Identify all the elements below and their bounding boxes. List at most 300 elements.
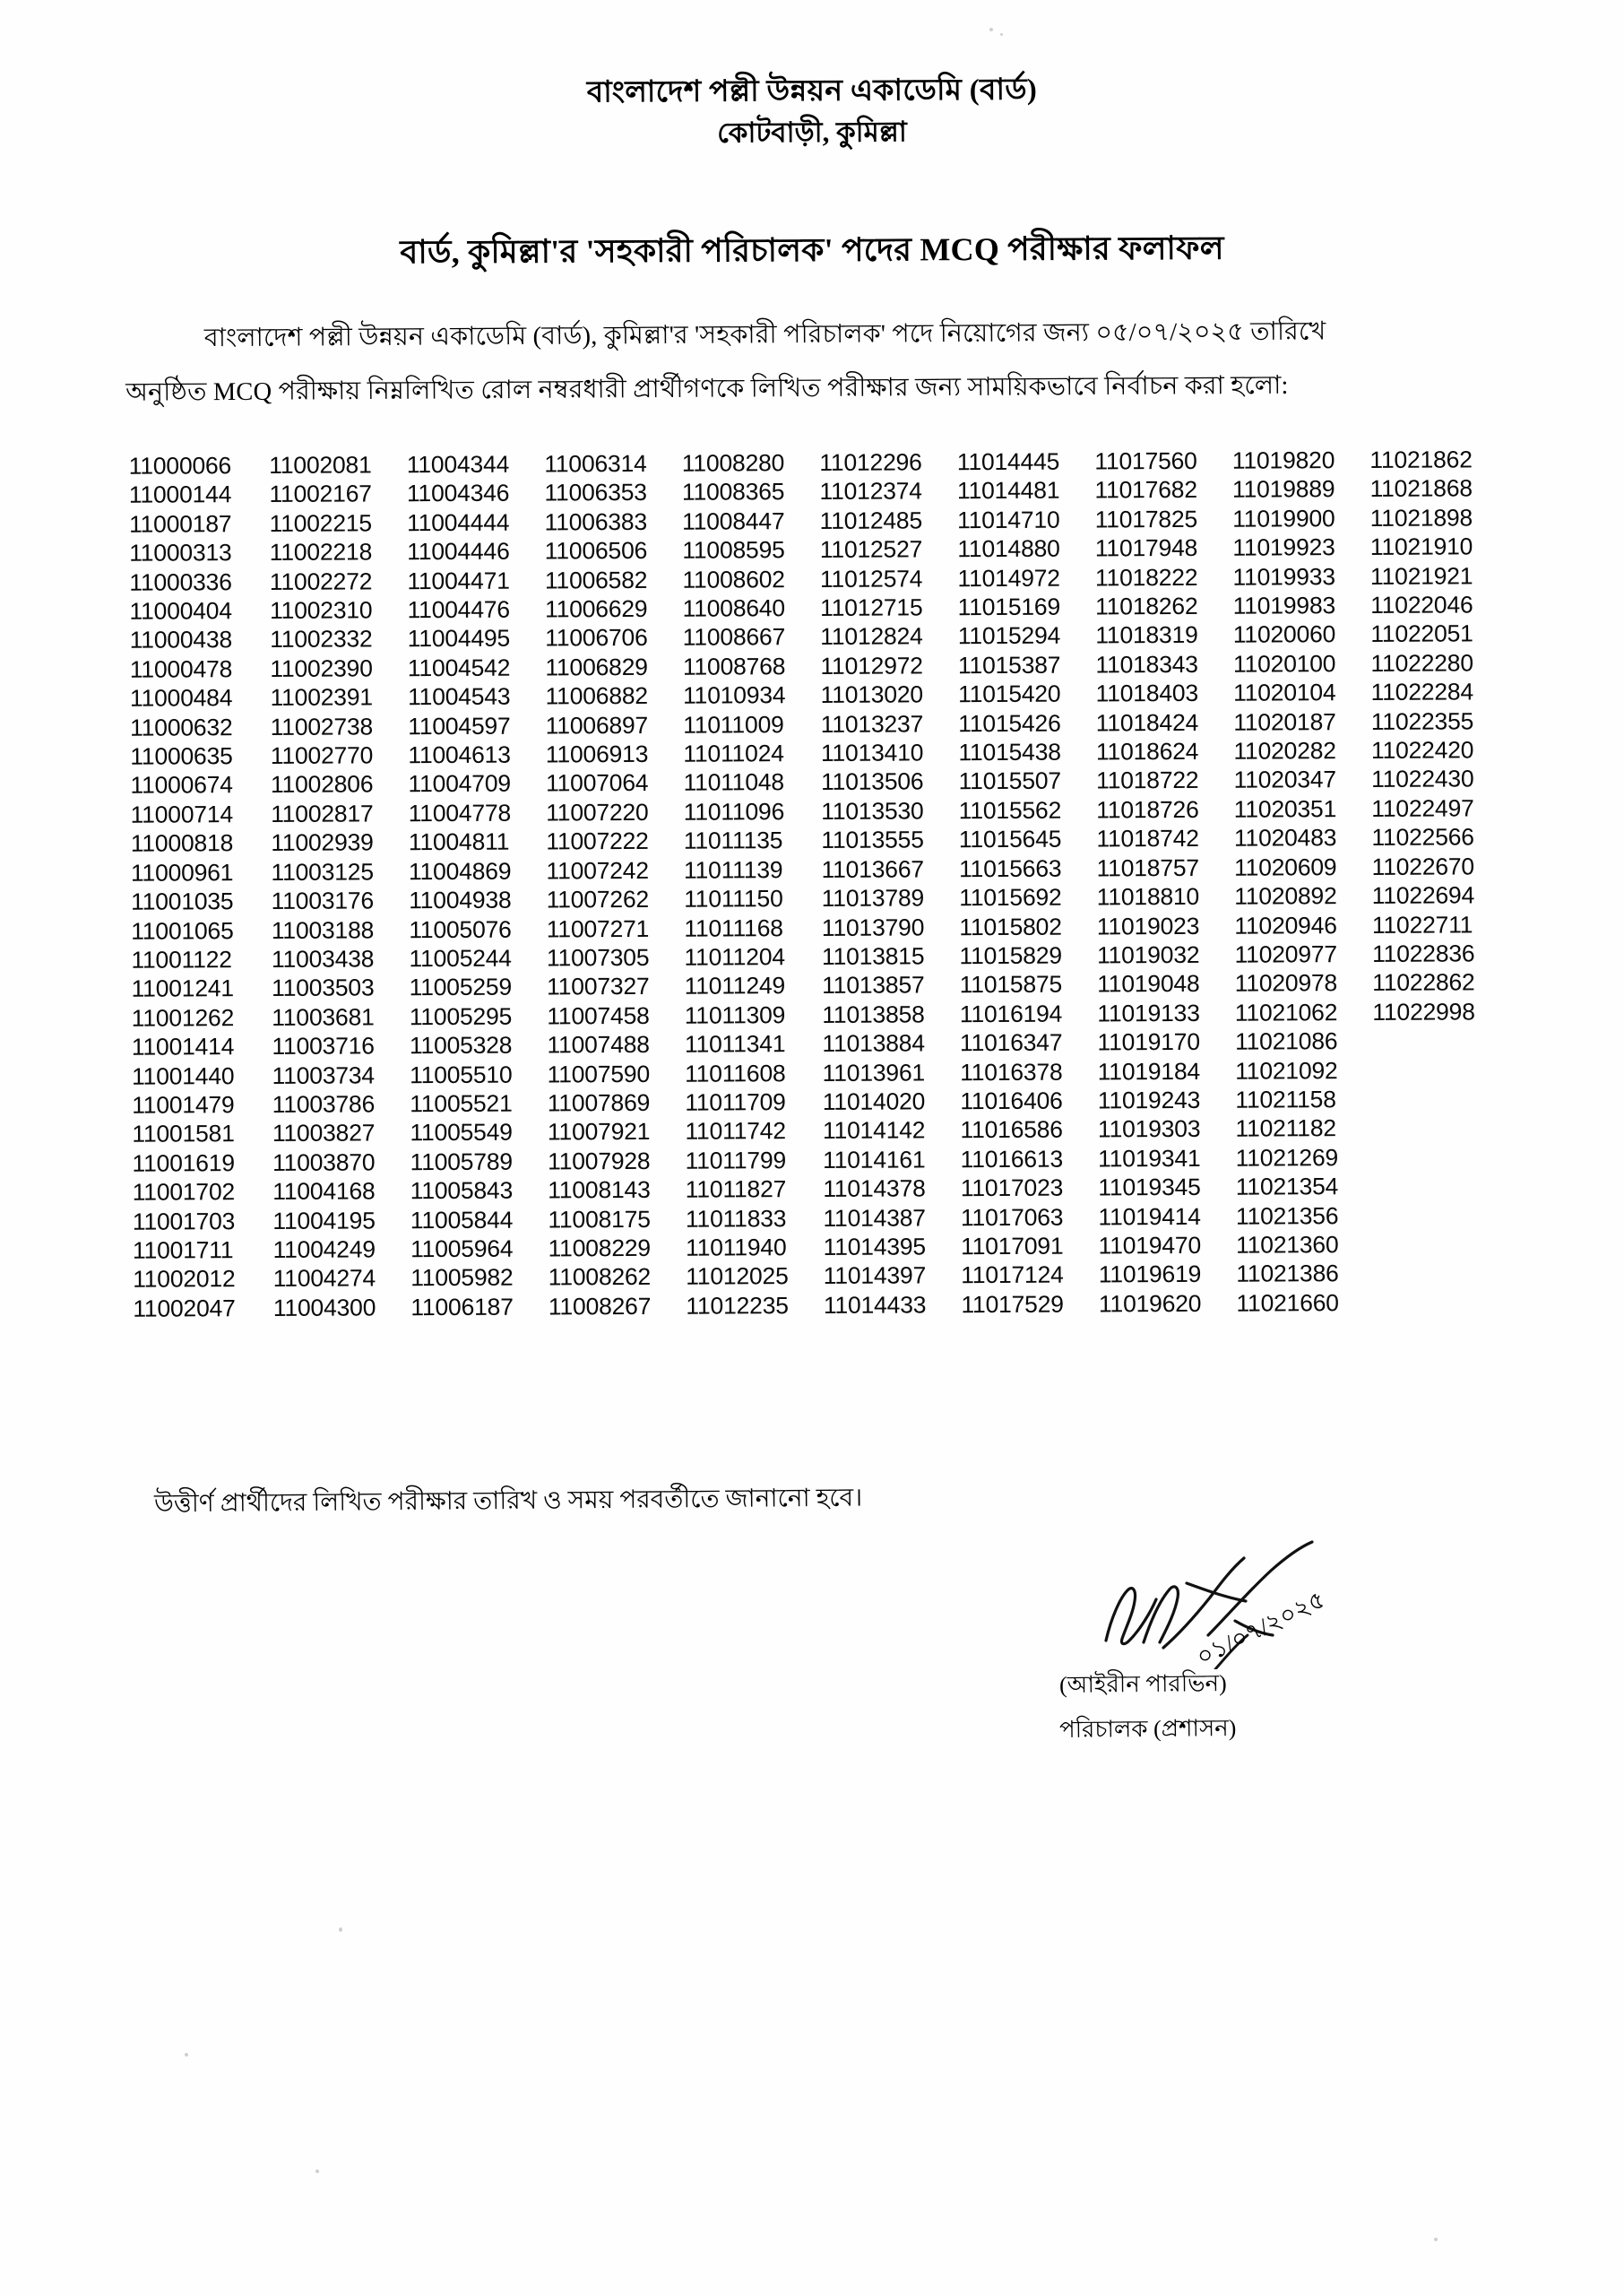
roll-number-cell: 11021660 (1236, 1288, 1339, 1317)
roll-number-cell: 11005789 (410, 1148, 513, 1175)
roll-number-cell: 11022046 (1370, 591, 1473, 619)
roll-number-cell: 11008602 (682, 565, 785, 593)
roll-number-cell: 11017124 (961, 1261, 1064, 1289)
roll-number-cell: 11007869 (547, 1088, 651, 1117)
roll-number-cell: 11004344 (406, 450, 510, 479)
roll-number-cell: 11003125 (271, 858, 374, 886)
roll-number-cell: 11001414 (131, 1033, 235, 1061)
scan-speck (989, 28, 993, 31)
roll-number-cell: 11005982 (410, 1264, 514, 1292)
roll-number-cell: 11011135 (683, 827, 783, 854)
roll-number-cell: 11002215 (269, 509, 372, 537)
roll-number-cell: 11003503 (272, 974, 375, 1002)
roll-number-cell: 11020347 (1233, 766, 1337, 794)
roll-number-cell: 11018319 (1095, 621, 1198, 649)
roll-number-cell: 11022284 (1370, 678, 1474, 706)
roll-number-cell: 11013884 (822, 1029, 925, 1058)
organization-name: বাংলাদেশ পল্লী উন্নয়ন একাডেমি (বার্ড) (586, 74, 1038, 109)
roll-number-cell: 11022998 (1372, 998, 1475, 1026)
roll-number-cell: 11018424 (1095, 708, 1199, 737)
roll-number-cell: 11019889 (1231, 475, 1335, 504)
roll-number-cell: 11021921 (1369, 562, 1473, 590)
roll-number-cell: 11016586 (960, 1115, 1063, 1144)
roll-number-cell: 11005844 (410, 1206, 514, 1234)
roll-number-cell: 11020946 (1234, 911, 1337, 940)
roll-number-cell: 11006383 (544, 507, 648, 536)
scan-speck (339, 1927, 342, 1932)
roll-number-cell: 11001703 (132, 1207, 236, 1235)
roll-number-cell: 11011009 (683, 710, 784, 739)
roll-number-cell: 11020060 (1232, 620, 1336, 649)
roll-number-cell: 11011249 (684, 972, 786, 1000)
roll-number-cell: 11003438 (271, 945, 375, 973)
roll-number-cell: 11015438 (958, 738, 1061, 766)
roll-number-cell: 11019345 (1098, 1173, 1201, 1201)
roll-number-cell: 11006353 (544, 479, 647, 507)
roll-number-cell: 11000066 (128, 452, 232, 480)
roll-number-cell: 11022051 (1370, 619, 1473, 648)
roll-number-cell: 11014387 (823, 1203, 926, 1232)
roll-number-cell: 11004613 (408, 740, 511, 769)
roll-number-cell: 11008768 (682, 652, 786, 680)
roll-number-cell: 11019900 (1232, 504, 1335, 533)
roll-number-cell: 11022430 (1371, 765, 1474, 793)
roll-number-cell: 11015645 (958, 825, 1062, 853)
roll-number-cell: 11019619 (1098, 1260, 1202, 1288)
roll-number-cell: 11004471 (407, 567, 510, 594)
roll-number-cell: 11001440 (131, 1061, 235, 1090)
roll-number-cell: 11014972 (957, 564, 1060, 592)
roll-number-list (129, 445, 1496, 1323)
roll-number-cell (1373, 1171, 1494, 1200)
roll-number-cell: 11021354 (1235, 1173, 1339, 1200)
roll-number-cell: 11017063 (960, 1203, 1064, 1231)
roll-number-cell: 11008267 (548, 1292, 652, 1321)
roll-number-cell: 11020892 (1234, 882, 1337, 910)
roll-number-cell: 11015420 (958, 680, 1061, 708)
signer-designation: পরিচালক (প্রশাসন) (1058, 1714, 1237, 1744)
roll-number-cell: 11005964 (410, 1234, 514, 1263)
roll-number-cell: 11019184 (1097, 1057, 1201, 1085)
roll-number-cell: 11008667 (682, 623, 786, 652)
roll-number-cell: 11013961 (822, 1058, 926, 1087)
roll-number-cell: 11018722 (1096, 766, 1199, 794)
roll-number-cell: 11020609 (1233, 853, 1337, 881)
roll-number-cell: 11020978 (1234, 969, 1338, 998)
roll-number-cell: 11012374 (819, 477, 922, 506)
roll-number-cell: 11012574 (819, 565, 923, 593)
roll-number-cell: 11002218 (269, 538, 373, 567)
roll-number-cell: 11004869 (408, 857, 512, 885)
roll-number-cell: 11022497 (1371, 794, 1474, 822)
roll-number-cell: 11014395 (823, 1233, 927, 1260)
roll-number-cell: 11001581 (132, 1120, 235, 1148)
roll-number-cell: 11000632 (130, 713, 233, 741)
roll-number-cell: 11012972 (820, 652, 923, 680)
roll-number-cell: 11001702 (132, 1178, 236, 1206)
roll-number-cell: 11021356 (1235, 1201, 1339, 1230)
roll-number-cell: 11002012 (133, 1265, 236, 1294)
roll-number-cell: 11016194 (959, 1000, 1063, 1027)
roll-number-cell: 11008595 (682, 536, 785, 564)
roll-number-cell: 11013790 (821, 913, 925, 941)
roll-number-cell: 11018757 (1096, 853, 1199, 882)
roll-number-cell (1373, 1084, 1494, 1113)
roll-number-cell (1372, 1026, 1493, 1055)
roll-number-table (129, 445, 1496, 1323)
roll-number-cell: 11000404 (129, 597, 232, 625)
roll-number-cell: 11015426 (958, 709, 1061, 737)
roll-number-cell: 11015802 (959, 913, 1062, 940)
roll-number-cell: 11022836 (1371, 940, 1475, 967)
roll-number-cell: 11019923 (1232, 533, 1335, 561)
roll-number-cell: 11004709 (408, 770, 511, 798)
roll-number-cell: 11015692 (959, 883, 1062, 912)
roll-number-cell: 11001619 (132, 1148, 235, 1177)
roll-number-cell: 11014433 (823, 1291, 927, 1319)
roll-number-cell: 11001711 (132, 1236, 234, 1264)
roll-number-cell: 11011309 (684, 1000, 786, 1029)
roll-number-cell: 11006314 (544, 449, 647, 478)
roll-number-cell: 11014397 (823, 1261, 927, 1290)
roll-number-cell: 11000674 (130, 771, 233, 800)
roll-number-cell: 11022670 (1371, 853, 1474, 880)
roll-number-cell: 11013410 (820, 739, 924, 767)
roll-number-cell: 11015663 (958, 854, 1062, 882)
roll-number-cell: 11004274 (272, 1264, 376, 1293)
roll-number-cell: 11004778 (408, 799, 512, 827)
roll-number-cell: 11018810 (1096, 882, 1200, 911)
organization-address: কোটবাড়ী, কুমিল্লা (717, 115, 907, 149)
roll-number-cell: 11013506 (820, 767, 924, 796)
roll-number-cell: 11020100 (1232, 649, 1336, 678)
roll-number-cell: 11004543 (407, 682, 511, 711)
roll-number-cell: 11011799 (685, 1146, 787, 1174)
roll-number-cell: 11014445 (956, 447, 1060, 476)
roll-number-cell: 11005328 (409, 1031, 513, 1060)
roll-number-cell: 11004495 (407, 625, 511, 653)
roll-number-cell: 11006187 (410, 1293, 514, 1321)
roll-number-cell: 11012235 (686, 1291, 789, 1320)
roll-number-cell (1374, 1229, 1495, 1259)
roll-number-cell: 11004811 (408, 827, 510, 856)
roll-number-cell: 11006706 (545, 624, 648, 652)
roll-number-cell: 11022280 (1370, 649, 1473, 677)
roll-number-cell: 11018624 (1095, 737, 1199, 766)
roll-number-cell: 11008365 (681, 478, 785, 507)
roll-number-cell: 11016378 (960, 1058, 1063, 1086)
roll-number-cell: 11011048 (683, 768, 784, 797)
roll-number-cell: 11003734 (272, 1061, 375, 1089)
roll-number-cell: 11013667 (821, 855, 924, 883)
roll-number-cell: 11011150 (684, 885, 783, 913)
roll-number-cell: 11007220 (546, 798, 649, 827)
roll-number-cell: 11018343 (1095, 650, 1198, 679)
roll-number-cell: 11015875 (959, 970, 1063, 999)
roll-number-cell: 11018222 (1094, 563, 1198, 592)
roll-number-cell: 11015387 (957, 651, 1061, 680)
roll-number-cell: 11017682 (1094, 476, 1197, 504)
roll-number-cell: 11019414 (1098, 1202, 1201, 1231)
signer-name: (আইরীন পারভিন) (1058, 1670, 1227, 1698)
body-paragraph-line-2: অনুষ্ঠিত MCQ পরীক্ষায় নিম্নলিখিত রোল নম্বরধারী প্রার্থীগণকে লিখিত পরীক্ষার জন্য সাময়িকভাবে নির্বাচন করা হলো: (125, 371, 1289, 407)
roll-number-cell: 11000635 (130, 742, 233, 770)
roll-number-cell: 11017560 (1094, 446, 1197, 475)
roll-number-cell: 11021086 (1234, 1027, 1338, 1055)
roll-number-cell: 11012025 (686, 1262, 789, 1291)
roll-number-cell: 11000336 (129, 567, 232, 596)
roll-number-cell: 11021158 (1235, 1086, 1336, 1113)
roll-number-cell: 11014142 (822, 1116, 926, 1145)
roll-number-cell: 11018262 (1095, 592, 1198, 620)
roll-number-cell: 11002738 (270, 713, 374, 740)
roll-number-cell: 11021182 (1235, 1114, 1336, 1143)
roll-number-cell: 11007305 (546, 943, 650, 972)
roll-number-cell: 11004476 (407, 595, 510, 624)
roll-number-cell (1373, 1113, 1494, 1143)
roll-number-cell: 11004195 (272, 1206, 376, 1234)
roll-number-cell: 11021092 (1235, 1056, 1338, 1085)
roll-number-cell: 11004597 (408, 712, 511, 740)
roll-number-cell: 11014710 (957, 506, 1060, 534)
roll-number-cell: 11017023 (960, 1173, 1064, 1202)
roll-number-cell: 11019341 (1098, 1144, 1201, 1173)
roll-number-cell: 11021868 (1369, 474, 1473, 503)
roll-number-cell (1373, 1200, 1494, 1230)
roll-number-cell: 11022862 (1372, 968, 1475, 997)
roll-number-cell: 11021269 (1235, 1143, 1339, 1172)
roll-number-cell: 11004542 (407, 654, 511, 682)
roll-number-cell: 11011168 (684, 914, 783, 942)
roll-number-cell: 11021360 (1236, 1231, 1339, 1259)
roll-number-cell: 11000484 (129, 684, 233, 712)
roll-number-cell: 11019620 (1098, 1289, 1202, 1318)
roll-number-cell: 11003827 (272, 1119, 376, 1148)
roll-number-cell: 11007222 (546, 827, 649, 855)
roll-number-cell (1374, 1259, 1495, 1288)
roll-number-cell: 11008262 (548, 1263, 652, 1291)
roll-number-cell: 11011742 (685, 1117, 786, 1146)
roll-number-cell: 11012527 (819, 535, 923, 564)
roll-number-cell: 11006913 (545, 740, 649, 768)
roll-number-cell: 11005295 (409, 1002, 513, 1030)
roll-number-cell: 11004249 (272, 1235, 376, 1263)
scan-speck (1000, 33, 1003, 36)
roll-number-cell: 11016347 (959, 1028, 1063, 1057)
roll-number-cell: 11007921 (547, 1118, 651, 1146)
roll-number-cell: 11004444 (407, 508, 510, 537)
roll-number-cell: 11020104 (1233, 679, 1336, 706)
roll-number-cell: 11015562 (958, 796, 1062, 825)
roll-number-cell: 11019032 (1096, 940, 1200, 969)
roll-number-cell: 11003681 (272, 1003, 375, 1031)
roll-number-cell: 11019133 (1097, 999, 1200, 1027)
roll-number-cell: 11005521 (410, 1089, 513, 1118)
roll-number-cell: 11013555 (821, 826, 924, 854)
roll-number-cell: 11002167 (269, 480, 372, 508)
roll-number-cell: 11020977 (1234, 940, 1337, 968)
scan-speck (185, 2053, 188, 2057)
roll-number-cell: 11019820 (1231, 446, 1335, 474)
roll-number-cell: 11007458 (547, 1001, 650, 1030)
roll-number-cell: 11011709 (685, 1088, 786, 1116)
roll-number-cell: 11018742 (1096, 825, 1199, 853)
roll-number-cell: 11002939 (271, 828, 374, 857)
roll-number-cell: 11011096 (683, 798, 785, 826)
roll-number-cell: 11012715 (820, 593, 923, 621)
roll-number-cell: 11004346 (406, 480, 510, 507)
roll-number-cell: 11022420 (1370, 736, 1474, 765)
roll-number-cell: 11006506 (544, 537, 648, 565)
roll-number-cell: 11011833 (685, 1204, 787, 1233)
roll-number-cell: 11008175 (548, 1205, 651, 1234)
roll-number-cell: 11004168 (272, 1177, 376, 1206)
roll-number-cell: 11002390 (270, 654, 373, 682)
roll-number-cell: 11018726 (1096, 795, 1199, 824)
roll-number-cell: 11002391 (270, 683, 373, 712)
roll-number-cell: 11005549 (410, 1118, 513, 1147)
roll-number-cell: 11002817 (271, 800, 374, 827)
roll-number-cell: 11013237 (820, 710, 924, 738)
roll-number-cell: 11007064 (545, 769, 649, 797)
roll-number-cell: 11000961 (130, 858, 234, 887)
roll-number-cell: 11000313 (129, 539, 232, 567)
roll-number-cell: 11019243 (1097, 1086, 1201, 1114)
roll-number-cell: 11019983 (1232, 592, 1336, 619)
roll-number-cell: 11013857 (822, 971, 925, 1000)
roll-number-cell: 11014378 (823, 1174, 926, 1203)
roll-number-cell: 11000187 (128, 509, 232, 538)
scan-speck (1434, 2238, 1438, 2241)
roll-number-cell: 11001241 (131, 974, 234, 1003)
roll-number-cell: 11003188 (271, 915, 375, 944)
roll-number-cell: 11001065 (131, 916, 234, 945)
roll-number-cell: 11013789 (821, 884, 925, 913)
roll-number-cell: 11000144 (128, 481, 232, 509)
roll-number-cell: 11015294 (957, 622, 1061, 650)
roll-number-cell: 11004446 (407, 537, 510, 566)
roll-number-cell: 11008640 (682, 594, 786, 622)
roll-number-cell: 11016406 (960, 1087, 1063, 1115)
roll-number-cell: 11017091 (961, 1232, 1064, 1260)
roll-number-cell (1374, 1287, 1495, 1317)
roll-number-cell: 11000478 (129, 655, 233, 683)
roll-number-cell: 11008280 (681, 449, 785, 477)
roll-number-cell: 11021386 (1236, 1260, 1339, 1288)
roll-number-cell: 11005244 (409, 944, 512, 973)
roll-number-cell: 11017825 (1094, 505, 1198, 533)
roll-number-cell: 11015169 (957, 593, 1061, 621)
roll-number-cell: 11011827 (685, 1175, 787, 1203)
roll-number-cell: 11015829 (959, 941, 1062, 970)
roll-number-cell: 11007488 (547, 1031, 650, 1059)
scan-speck (315, 2169, 319, 2173)
roll-number-cell: 11012296 (819, 448, 922, 476)
roll-number-cell: 11002047 (133, 1294, 236, 1322)
roll-number-cell: 11011139 (683, 855, 783, 884)
roll-number-cell: 11011608 (685, 1059, 786, 1087)
roll-number-cell: 11006629 (545, 594, 648, 623)
roll-number-cell: 11014880 (957, 534, 1060, 563)
roll-number-cell: 11019470 (1098, 1231, 1202, 1260)
roll-number-cell: 11012824 (820, 622, 923, 651)
roll-number-cell (1373, 1055, 1494, 1085)
roll-number-cell: 11020351 (1233, 795, 1337, 823)
roll-number-cell: 11020483 (1233, 824, 1337, 852)
roll-number-cell: 11002272 (269, 567, 373, 595)
roll-number-cell: 11002806 (270, 770, 374, 799)
roll-number-cell: 11007242 (546, 856, 649, 885)
roll-number-cell: 11008447 (682, 507, 785, 535)
roll-number-cell: 11007928 (548, 1147, 651, 1175)
roll-number-cell: 11016613 (960, 1145, 1064, 1173)
roll-number-cell: 11021062 (1234, 998, 1338, 1026)
roll-number-cell: 11000438 (129, 626, 233, 654)
roll-number-cell: 11004938 (409, 886, 512, 914)
roll-number-cell: 11014020 (822, 1087, 926, 1115)
roll-number-cell: 11008143 (548, 1176, 651, 1204)
roll-number-cell: 11013858 (822, 1000, 925, 1028)
roll-number-cell: 11002081 (269, 451, 372, 479)
roll-number-cell: 11005076 (409, 915, 512, 943)
roll-number-cell: 11020187 (1233, 707, 1336, 736)
roll-number-cell: 11019170 (1097, 1028, 1200, 1056)
roll-number-cell: 11002332 (270, 625, 373, 654)
roll-number-cell: 11002770 (270, 741, 374, 770)
roll-number-cell: 11013815 (821, 942, 925, 970)
roll-number-cell: 11008229 (548, 1234, 651, 1262)
roll-number-cell: 11011024 (683, 740, 784, 767)
roll-number-cell: 11019023 (1096, 912, 1200, 940)
roll-number-cell: 11007327 (547, 973, 650, 1000)
roll-number-cell: 11019933 (1232, 562, 1335, 591)
roll-number-cell: 11002310 (269, 596, 373, 624)
roll-number-cell: 11022355 (1370, 707, 1474, 735)
roll-number-cell: 11001122 (131, 946, 232, 974)
body-paragraph-line-1: বাংলাদেশ পল্লী উন্নয়ন একাডেমি (বার্ড), কুমিল্লা'র 'সহকারী পরিচালক' পদে নিয়োগের জন্য ০৫/০৭/২০২৫ তারিখে (203, 317, 1326, 353)
roll-number-cell: 11018403 (1095, 680, 1199, 707)
roll-number-cell: 11005843 (410, 1176, 514, 1205)
roll-number-cell: 11019303 (1097, 1115, 1201, 1143)
roll-number-cell: 11003786 (272, 1090, 376, 1118)
roll-number-cell: 11001262 (131, 1003, 235, 1032)
roll-number-cell: 11022711 (1371, 910, 1473, 939)
roll-number-cell: 11006829 (545, 653, 648, 681)
roll-number-cell: 11006582 (544, 566, 648, 594)
roll-number-cell: 11004300 (272, 1294, 376, 1321)
roll-number-cell: 11017948 (1094, 534, 1198, 562)
roll-number-cell: 11006882 (545, 682, 648, 710)
roll-number-cell: 11011204 (684, 943, 785, 971)
roll-number-cell: 11011341 (684, 1030, 786, 1058)
roll-number-cell: 11010934 (682, 681, 786, 709)
roll-number-cell: 11001479 (132, 1091, 235, 1119)
table-row (133, 1287, 1495, 1323)
roll-number-cell: 11012485 (819, 507, 923, 534)
roll-number-cell: 11014161 (823, 1146, 926, 1173)
roll-number-cell: 11007590 (547, 1060, 651, 1087)
roll-number-cell: 11021898 (1369, 504, 1473, 532)
roll-number-cell: 11014481 (956, 477, 1060, 505)
roll-number-cell: 11007271 (546, 914, 650, 942)
roll-number-cell: 11011940 (686, 1234, 787, 1261)
roll-number-cell: 11003716 (272, 1032, 375, 1061)
roll-number-cell: 11022566 (1371, 823, 1474, 852)
page-title: বার্ড, কুমিল্লা'র 'সহকারী পরিচালক' পদের MCQ পরীক্ষার ফলাফল (400, 230, 1224, 271)
roll-number-cell: 11017529 (961, 1290, 1064, 1318)
roll-number-cell: 11005510 (410, 1061, 513, 1088)
roll-number-cell: 11013020 (820, 680, 923, 709)
